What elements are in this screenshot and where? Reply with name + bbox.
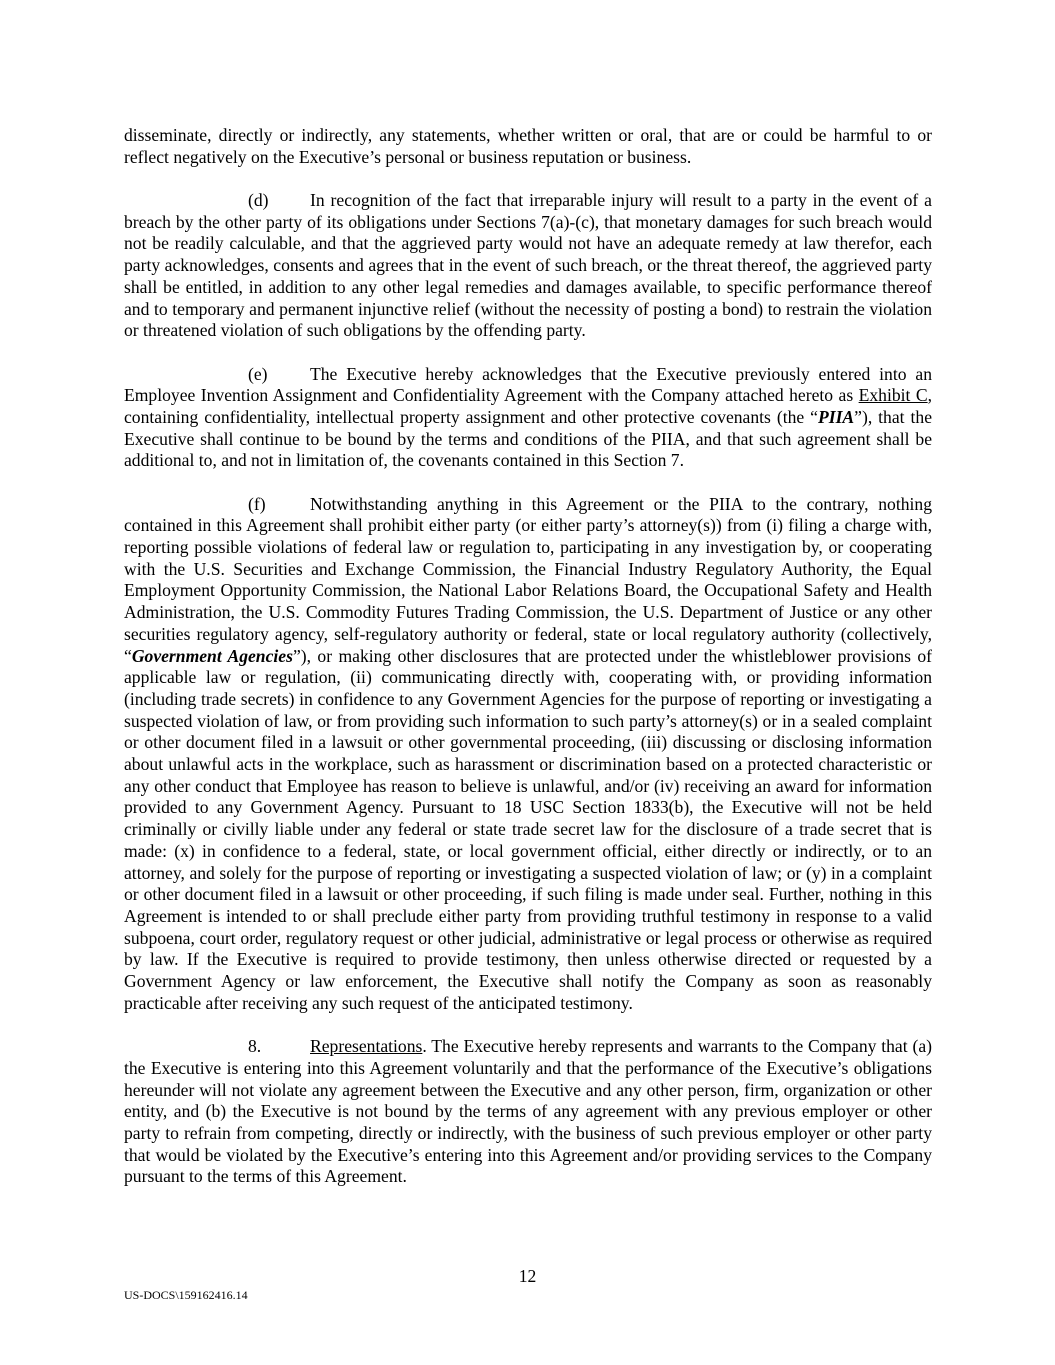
paragraph-e-text-3: ”), that the Executive shall continue to be bound by the terms and conditions of the PIIA, and that such agreement shall be additional to, and not in limitation of, the covenants contained in this Section 7. xyxy=(124,406,932,471)
paragraph-f-text-2: ”), or making other disclosures that are protected under the whistleblower provisions of applicable law or regulation, (ii) communicating directly with, cooperating with, or providing information (including trade secrets) in confidence to any Government Agencies for the purpose of reporting or investigating a suspected violation of law, or from providing such information to such party’s attorney(s) or in a sealed complaint or other document filed in a lawsuit or other governmental proceeding, (iii) discussing or disclosing information about unlawful acts in the workplace, such as harassment or discrimination based on a protected characteristic or any other conduct that Employee has reason to believe is unlawful, and/or (iv) receiving an award for information provided to any Government Agency. Pursuant to 18 USC Section 1833(b), the Executive will not be held criminally or civilly liable under any federal or state trade secret law for the disclosure of a trade secret that is made: (x) in confidence to a federal, state, or local government official, either directly or indirectly, or to an attorney, and solely for the purpose of reporting or investigating a suspected violation of law; or (y) in a complaint or other document filed in a lawsuit or other proceeding, if such filing is made under seal. Further, nothing in this Agreement is intended to or shall preclude either party from providing truthful testimony in response to a valid subpoena, court order, regulatory request or other judicial, administrative or legal process or otherwise as required by law. If the Executive is required to provide testimony, then unless otherwise directed or requested by a Government Agency or law enforcement, the Executive shall notify the Company as soon as reasonably practicable after receiving any such request of the anticipated testimony. xyxy=(124,645,932,1013)
paragraph-f-label: (f) xyxy=(248,493,266,514)
continuation-text: disseminate, directly or indirectly, any statements, whether written or oral, that are or could be harmful to or reflect negatively on the Executive’s personal or business reputation or business. xyxy=(124,125,932,167)
paragraph-e-text-1: The Executive hereby acknowledges that the Executive previously entered into an Employee Invention Assignment and Confidentiality Agreement with the Company attached hereto as xyxy=(124,363,932,406)
page-number: 12 xyxy=(518,1266,537,1286)
piia-defined-term: PIIA xyxy=(817,406,855,427)
section-8-heading: Representations xyxy=(310,1036,423,1057)
document-body xyxy=(124,125,932,1210)
paragraph-d-label: (d) xyxy=(248,190,269,210)
paragraph-d-text: In recognition of the fact that irreparable injury will result to a party in the event of a breach by the other party of its obligations under Sections 7(a)-(c), that monetary damages for such breach would not be readily calculable, and that the aggrieved party would not have an adequate remedy at law therefor, each party acknowledges, consents and agrees that in the event of such breach, or the threat thereof, the aggrieved party shall be entitled, in addition to any other legal remedies and damages available, to specific performance thereof and to temporary and permanent injunctive relief (without the necessity of posting a bond) to restrain the violation or threatened violation of such obligations by the offending party. xyxy=(124,190,932,341)
paragraph-e-label: (e) xyxy=(248,363,268,384)
paragraph-e-text-2: , containing confidentiality, intellectual property assignment and other protective covenants (the “ xyxy=(124,385,933,427)
section-8 xyxy=(124,1036,932,1188)
section-8-text: . The Executive hereby represents and warrants to the Company that (a) the Executive is entering into this Agreement voluntarily and that the performance of the Executive’s obligations hereunder will not violate any agreement between the Executive and any other person, firm, organization or other entity, and (b) the Executive is not bound by the terms of any agreement with any previous employer or other party to refrain from competing, directly or indirectly, with the business of such previous employer or other party that would be violated by the Executive’s entering into this Agreement and/or providing services to the Company pursuant to the terms of this Agreement. xyxy=(124,1036,932,1187)
document-id: US-DOCS\159162416.14 xyxy=(124,1288,248,1302)
continuation-paragraph xyxy=(124,125,932,168)
paragraph-d xyxy=(124,190,932,342)
section-8-number: 8. xyxy=(248,1036,262,1057)
paragraph-e xyxy=(124,364,932,473)
government-agencies-defined-term: Government Agencies xyxy=(131,645,293,666)
exhibit-c-reference: Exhibit C xyxy=(858,385,928,406)
paragraph-f xyxy=(124,494,932,1015)
paragraph-f-text-1: Notwithstanding anything in this Agreement or the PIIA to the contrary, nothing contained in this Agreement shall prohibit either party (or either party’s attorney(s)) from (i) filing a charge with, reporting possible violations of federal law or regulation to, participating in any investigation by, or cooperating with the U.S. Securities and Exchange Commission, the Financial Industry Regulatory Authority, the Equal Employment Opportunity Commission, the National Labor Relations Board, the Occupational Safety and Health Administration, the U.S. Commodity Futures Trading Commission, the U.S. Department of Justice or any other securities regulatory agency, self-regulatory authority or federal, state or local regulatory authority (collectively, “ xyxy=(124,493,932,666)
